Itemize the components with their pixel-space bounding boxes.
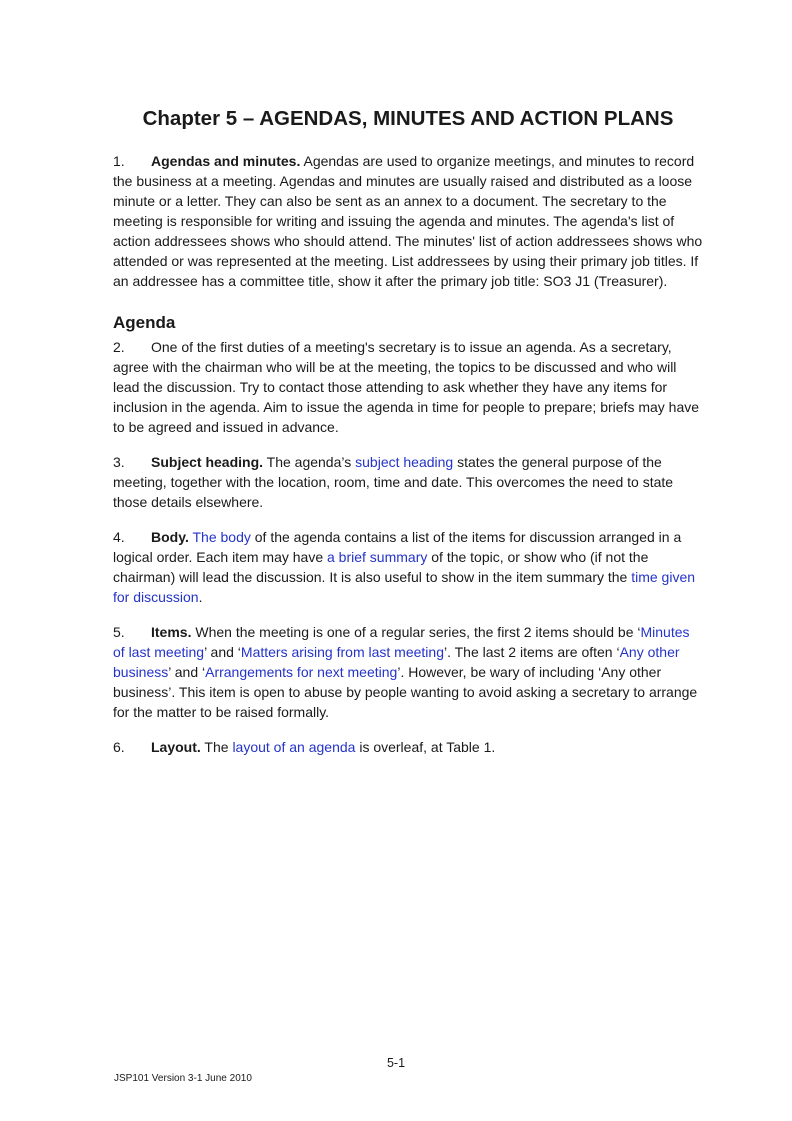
paragraph-text: The bbox=[200, 739, 233, 755]
paragraph-text: states the general purpose of the meeting, together with the location, room, time and date. This overcomes the need to state those details elsewhere. bbox=[113, 454, 674, 510]
paragraph-3 bbox=[113, 452, 703, 512]
document-version: JSP101 Version 3-1 June 2010 bbox=[114, 1073, 252, 1084]
link-any-other-business[interactable]: Any other business bbox=[113, 644, 680, 680]
paragraph-lead: Layout. bbox=[151, 739, 201, 755]
paragraph-number: 3. bbox=[113, 454, 125, 470]
paragraph-number: 5. bbox=[113, 624, 125, 640]
paragraph-5 bbox=[113, 622, 703, 722]
chapter-title: Chapter 5 – AGENDAS, MINUTES AND ACTION PLANS bbox=[142, 107, 674, 130]
paragraph-text: . bbox=[198, 589, 203, 605]
link-matters-arising[interactable]: Matters arising from last meeting bbox=[240, 644, 444, 660]
paragraph-lead: Body. bbox=[151, 529, 189, 545]
paragraph-text: The agenda’s bbox=[263, 454, 356, 470]
paragraph-number: 2. bbox=[113, 339, 125, 355]
page-number: 5-1 bbox=[386, 1056, 406, 1070]
link-layout-of-agenda[interactable]: layout of an agenda bbox=[232, 739, 356, 755]
link-brief-summary[interactable]: a brief summary bbox=[327, 549, 428, 565]
paragraph-1 bbox=[113, 151, 703, 291]
paragraph-text: of the topic, or show who (if not the chairman) will lead the discussion. It is also useful to show in the item summary the bbox=[113, 549, 649, 585]
paragraph-text: Agendas are used to organize meetings, and minutes to record the business at a meeting. Agendas and minutes are usually raised and distributed as a loose minute or a letter. They can also be sent as an annex to a document. The secretary to the meeting is responsible for writing and issuing the agenda and minutes. The agenda's list of action addressees shows who should attend. The minutes' list of action addressees shows who attended or was represented at the meeting. List addressees by using their primary job titles. If an addressee has a committee title, show it after the primary job title: SO3 J1 (Treasurer). bbox=[113, 153, 703, 289]
paragraph-text: ’ and ‘ bbox=[204, 644, 241, 660]
paragraph-text: ’. However, be wary of including ‘Any other business’. This item is open to abuse by people wanting to avoid asking a secretary to arrange for the matter to be raised formally. bbox=[113, 664, 698, 720]
paragraph-6 bbox=[113, 737, 703, 757]
paragraph-2 bbox=[113, 337, 703, 437]
paragraph-number: 4. bbox=[113, 529, 125, 545]
paragraph-text: One of the first duties of a meeting's secretary is to issue an agenda. As a secretary, agree with the chairman who will be at the meeting, the topics to be discussed and who will lead the discussion. Try to contact those attending to ask whether they have any items for inclusion in the agenda. Aim to issue the agenda in time for people to prepare; briefs may have to be agreed and issued in advance. bbox=[113, 339, 700, 435]
document-page bbox=[113, 104, 703, 772]
paragraph-text: is overleaf, at Table 1. bbox=[355, 739, 496, 755]
paragraph-text: ’ and ‘ bbox=[168, 664, 206, 680]
link-subject-heading[interactable]: subject heading bbox=[355, 454, 454, 470]
paragraph-number: 6. bbox=[113, 739, 125, 755]
paragraph-4 bbox=[113, 527, 703, 607]
link-minutes-last-meeting[interactable]: Minutes of last meeting bbox=[113, 624, 690, 660]
paragraph-text: of the agenda contains a list of the items for discussion arranged in a logical order. Each item may have bbox=[113, 529, 682, 565]
paragraph-number: 1. bbox=[113, 153, 125, 169]
link-the-body[interactable]: The body bbox=[192, 529, 251, 545]
paragraph-text: ’. The last 2 items are often ‘ bbox=[443, 644, 620, 660]
paragraph-lead: Items. bbox=[151, 624, 192, 640]
link-time-given[interactable]: time given for discussion bbox=[113, 569, 696, 605]
section-heading: Agenda bbox=[113, 313, 176, 332]
paragraph-text: When the meeting is one of a regular series, the first 2 items should be ‘ bbox=[191, 624, 641, 640]
paragraph-lead: Agendas and minutes. bbox=[151, 153, 301, 169]
paragraph-lead: Subject heading. bbox=[151, 454, 264, 470]
link-arrangements-next-meeting[interactable]: Arrangements for next meeting bbox=[205, 664, 398, 680]
